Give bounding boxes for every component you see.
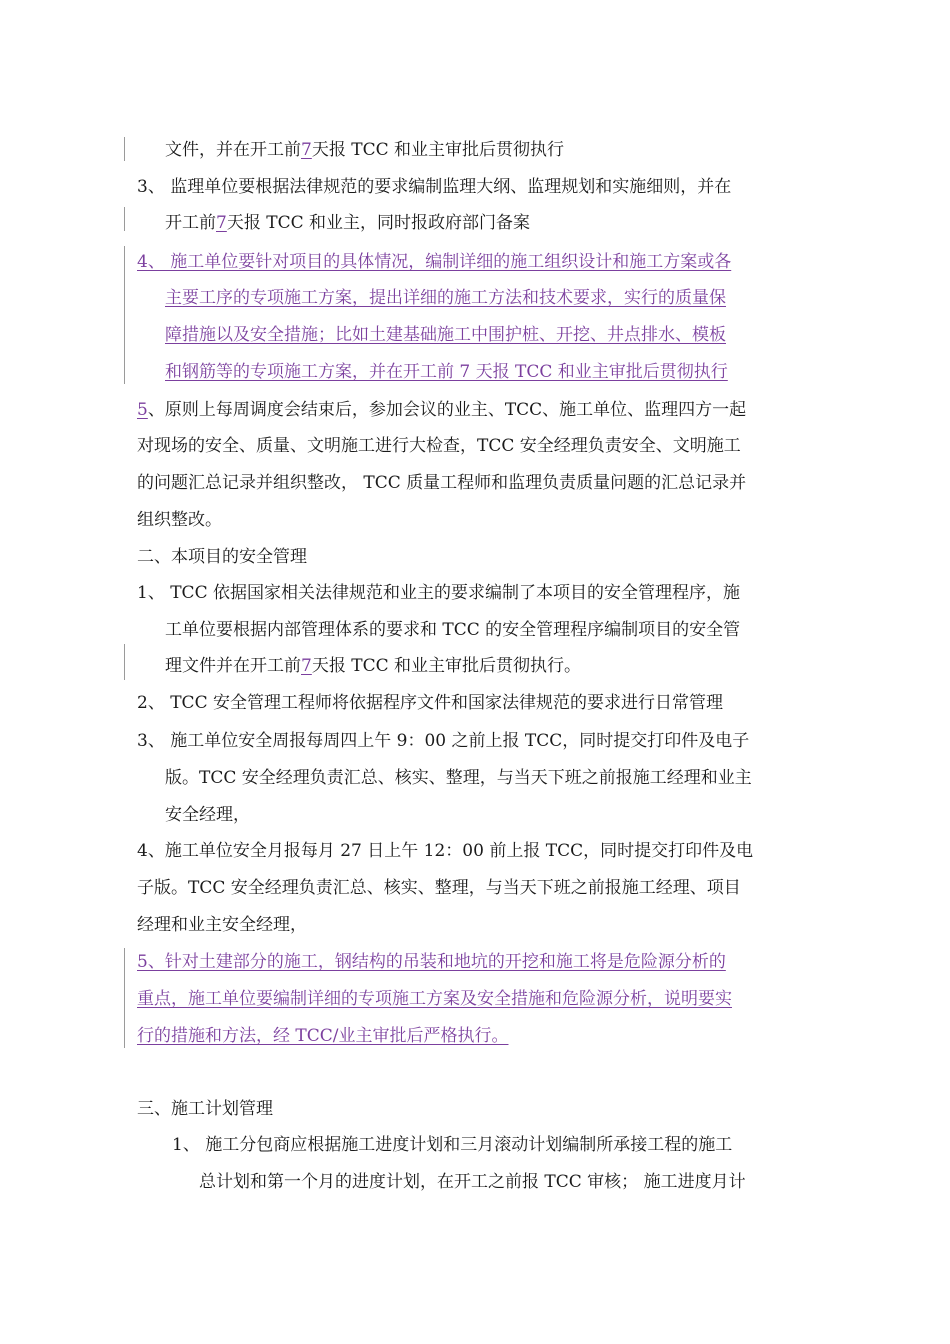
section-heading: 三、施工计划管理 <box>137 1099 273 1119</box>
paragraph-line: 对现场的安全、质量、文明施工进行大检查，TCC 安全经理负责安全、文明施工 <box>137 436 741 456</box>
paragraph-line: 总计划和第一个月的进度计划，在开工之前报 TCC 审核； 施工进度月计 <box>199 1172 746 1192</box>
paragraph-line: 文件，并在开工前7天报 TCC 和业主审批后贯彻执行 <box>165 140 564 160</box>
list-item-4: 4、施工单位安全月报每月 27 日上午 12：00 前上报 TCC，同时提交打印件及电 <box>137 841 754 861</box>
change-bar <box>124 207 125 231</box>
list-item-1: 1、 TCC 依据国家相关法律规范和业主的要求编制了本项目的安全管理程序，施 <box>137 583 740 603</box>
paragraph-line: 理文件并在开工前7天报 TCC 和业主审批后贯彻执行。 <box>165 656 581 676</box>
change-bar <box>124 137 125 161</box>
list-item-3: 3、 监理单位要根据法律规范的要求编制监理大纲、监理规划和实施细则，并在 <box>137 177 732 197</box>
section-heading: 二、本项目的安全管理 <box>137 547 307 567</box>
change-bar <box>124 948 125 1048</box>
list-item-3: 3、 施工单位安全周报每周四上午 9：00 之前上报 TCC，同时提交打印件及电子 <box>137 731 750 751</box>
inserted-text: 7 <box>301 656 312 676</box>
revised-paragraph-line: 行的措施和方法，经 TCC/业主审批后严格执行。 <box>137 1026 509 1046</box>
paragraph-line: 版。TCC 安全经理负责汇总、核实、整理，与当天下班之前报施工经理和业主 <box>165 768 752 788</box>
revised-list-item-5: 5、针对土建部分的施工，钢结构的吊装和地坑的开挖和施工将是危险源分析的 <box>137 952 726 972</box>
list-item-1: 1、 施工分包商应根据施工进度计划和三月滚动计划编制所承接工程的施工 <box>172 1135 733 1155</box>
paragraph-line: 经理和业主安全经理， <box>137 915 307 935</box>
revised-list-item-4: 4、 施工单位要针对项目的具体情况，编制详细的施工组织设计和施工方案或各 <box>137 252 732 272</box>
revised-paragraph-line: 主要工序的专项施工方案，提出详细的施工方法和技术要求，实行的质量保 <box>165 288 726 308</box>
paragraph-line: 工单位要根据内部管理体系的要求和 TCC 的安全管理程序编制项目的安全管 <box>165 620 741 640</box>
paragraph-line: 的问题汇总记录并组织整改， TCC 质量工程师和监理负责质量问题的汇总记录并 <box>137 473 747 493</box>
inserted-text: 7 <box>216 213 227 233</box>
paragraph-line: 安全经理， <box>165 805 250 825</box>
change-bar <box>124 246 125 384</box>
paragraph-line: 开工前7天报 TCC 和业主，同时报政府部门备案 <box>165 213 530 233</box>
paragraph-line: 子版。TCC 安全经理负责汇总、核实、整理，与当天下班之前报施工经理、项目 <box>137 878 741 898</box>
change-bar <box>124 644 125 680</box>
revised-paragraph-line: 障措施以及安全措施；比如土建基础施工中围护桩、开挖、井点排水、模板 <box>165 325 726 345</box>
revised-paragraph-line: 重点，施工单位要编制详细的专项施工方案及安全措施和危险源分析，说明要实 <box>137 989 732 1009</box>
revised-paragraph-line: 和钢筋等的专项施工方案，并在开工前 7 天报 TCC 和业主审批后贯彻执行 <box>165 362 728 382</box>
inserted-text: 5 <box>137 400 148 420</box>
list-item-5: 5、原则上每周调度会结束后，参加会议的业主、TCC、施工单位、监理四方一起 <box>137 400 747 420</box>
list-item-2: 2、 TCC 安全管理工程师将依据程序文件和国家法律规范的要求进行日常管理 <box>137 693 723 713</box>
paragraph-line: 组织整改。 <box>137 510 222 530</box>
inserted-text: 7 <box>301 140 312 160</box>
